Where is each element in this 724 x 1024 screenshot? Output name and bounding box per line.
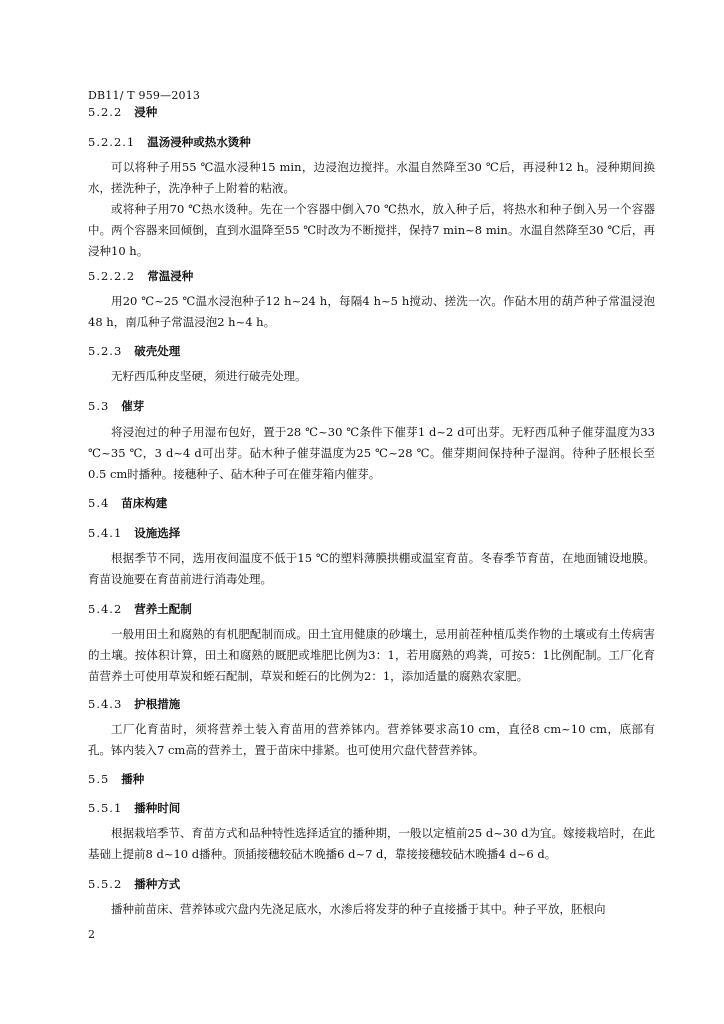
section-title: 催芽 (121, 399, 145, 413)
section-heading (88, 104, 157, 120)
paragraph: 一般用田土和腐熟的有机肥配制而成。田土宜用健康的砂壤土，忌用前茬种植瓜类作物的土壤或有土传病害的土壤。按体积计算，田土和腐熟的厩肥或堆肥比例为3：1，若用腐熟的鸡粪，可按5：1比例配制。工厂化育苗营养土可使用草炭和蛭石配制，草炭和蛭石的比例为2：1，添加适量的腐熟农家肥。 (88, 627, 655, 683)
section-heading (88, 134, 251, 150)
section-number: 5.4.1 (88, 526, 123, 540)
section-number: 5.4.2 (88, 602, 123, 616)
section-title: 温汤浸种或热水烫种 (147, 135, 251, 149)
standard-code: DB11/ T 959—2013 (88, 89, 201, 102)
section-title: 破壳处理 (134, 344, 181, 358)
paragraph: 或将种子用70 ℃热水烫种。先在一个容器中倒入70 ℃热水，放入种子后，将热水和种子倒入另一个容器中。两个容器来回倾倒，直到水温降至55 ℃时改为不断搅拌，保持7 min~8 min。水温自然降至30 ℃后，再浸种10 h。 (88, 202, 655, 258)
section-heading (88, 268, 193, 284)
paragraph: 播种前苗床、营养钵或穴盘内先浇足底水，水渗后将发芽的种子直接播于其中。种子平放，胚根向 (111, 902, 606, 916)
section-number: 5.5.2 (88, 877, 123, 891)
section-heading (88, 495, 167, 511)
section-heading (88, 876, 180, 892)
section-number: 5.4 (88, 496, 110, 510)
section-title: 播种 (121, 772, 145, 786)
paragraph: 无籽西瓜种皮坚硬，须进行破壳处理。 (111, 369, 307, 383)
section-title: 设施选择 (134, 526, 181, 540)
section-title: 播种时间 (134, 801, 181, 815)
section-heading (88, 696, 180, 712)
section-heading (88, 398, 144, 414)
paragraph: 用20 ℃~25 ℃温水浸泡种子12 h~24 h，每隔4 h~5 h搅动、搓洗一次。作砧木用的葫芦种子常温浸泡48 h，南瓜种子常温浸泡2 h~4 h。 (88, 294, 655, 329)
paragraph: 根据栽培季节、育苗方式和品种特性选择适宜的播种期，一般以定植前25 d~30 d为宜。嫁接栽培时，在此基础上提前8 d~10 d播种。顶插接穗较砧木晚播6 d~7 d，靠接接穗较砧木晚播4 d~6 d。 (88, 826, 655, 861)
section-heading (88, 771, 144, 787)
section-number: 5.2.2 (88, 105, 123, 119)
section-heading (88, 343, 180, 359)
section-title: 护根措施 (134, 697, 181, 711)
page-number: 2 (88, 928, 95, 941)
section-title: 浸种 (134, 105, 158, 119)
paragraph: 工厂化育苗时，须将营养土装入育苗用的营养钵内。营养钵要求高10 cm，直径8 cm~10 cm，底部有孔。钵内装入7 cm高的营养土，置于苗床中排紧。也可使用穴盘代替营养钵。 (88, 722, 655, 757)
section-number: 5.4.3 (88, 697, 123, 711)
section-number: 5.2.3 (88, 344, 123, 358)
section-number: 5.2.2.2 (88, 269, 136, 283)
section-heading (88, 525, 180, 541)
paragraph: 可以将种子用55 ℃温水浸种15 min，边浸泡边搅拌。水温自然降至30 ℃后，再浸种12 h。浸种期间换水，搓洗种子，洗净种子上附着的粘液。 (88, 160, 655, 195)
section-number: 5.5.1 (88, 801, 123, 815)
section-title: 播种方式 (134, 877, 181, 891)
section-title: 营养土配制 (134, 602, 192, 616)
section-heading (88, 800, 180, 816)
paragraph: 根据季节不同，选用夜间温度不低于15 ℃的塑料薄膜拱棚或温室育苗。冬春季节育苗，在地面铺设地膜。育苗设施要在育苗前进行消毒处理。 (88, 551, 655, 586)
section-number: 5.3 (88, 399, 110, 413)
paragraph: 将浸泡过的种子用湿布包好，置于28 ℃~30 ℃条件下催芽1 d~2 d可出芽。无籽西瓜种子催芽温度为33 ℃~35 ℃，3 d~4 d可出芽。砧木种子催芽温度为25 ℃~28 ℃。催芽期间保持种子湿润。待种子胚根长至0.5 cm时播种。接穗种子、砧木种子可在催芽箱内催芽。 (88, 425, 655, 481)
section-number: 5.5 (88, 772, 110, 786)
section-title: 苗床构建 (121, 496, 168, 510)
section-heading (88, 601, 192, 617)
section-title: 常温浸种 (147, 269, 194, 283)
section-number: 5.2.2.1 (88, 135, 136, 149)
